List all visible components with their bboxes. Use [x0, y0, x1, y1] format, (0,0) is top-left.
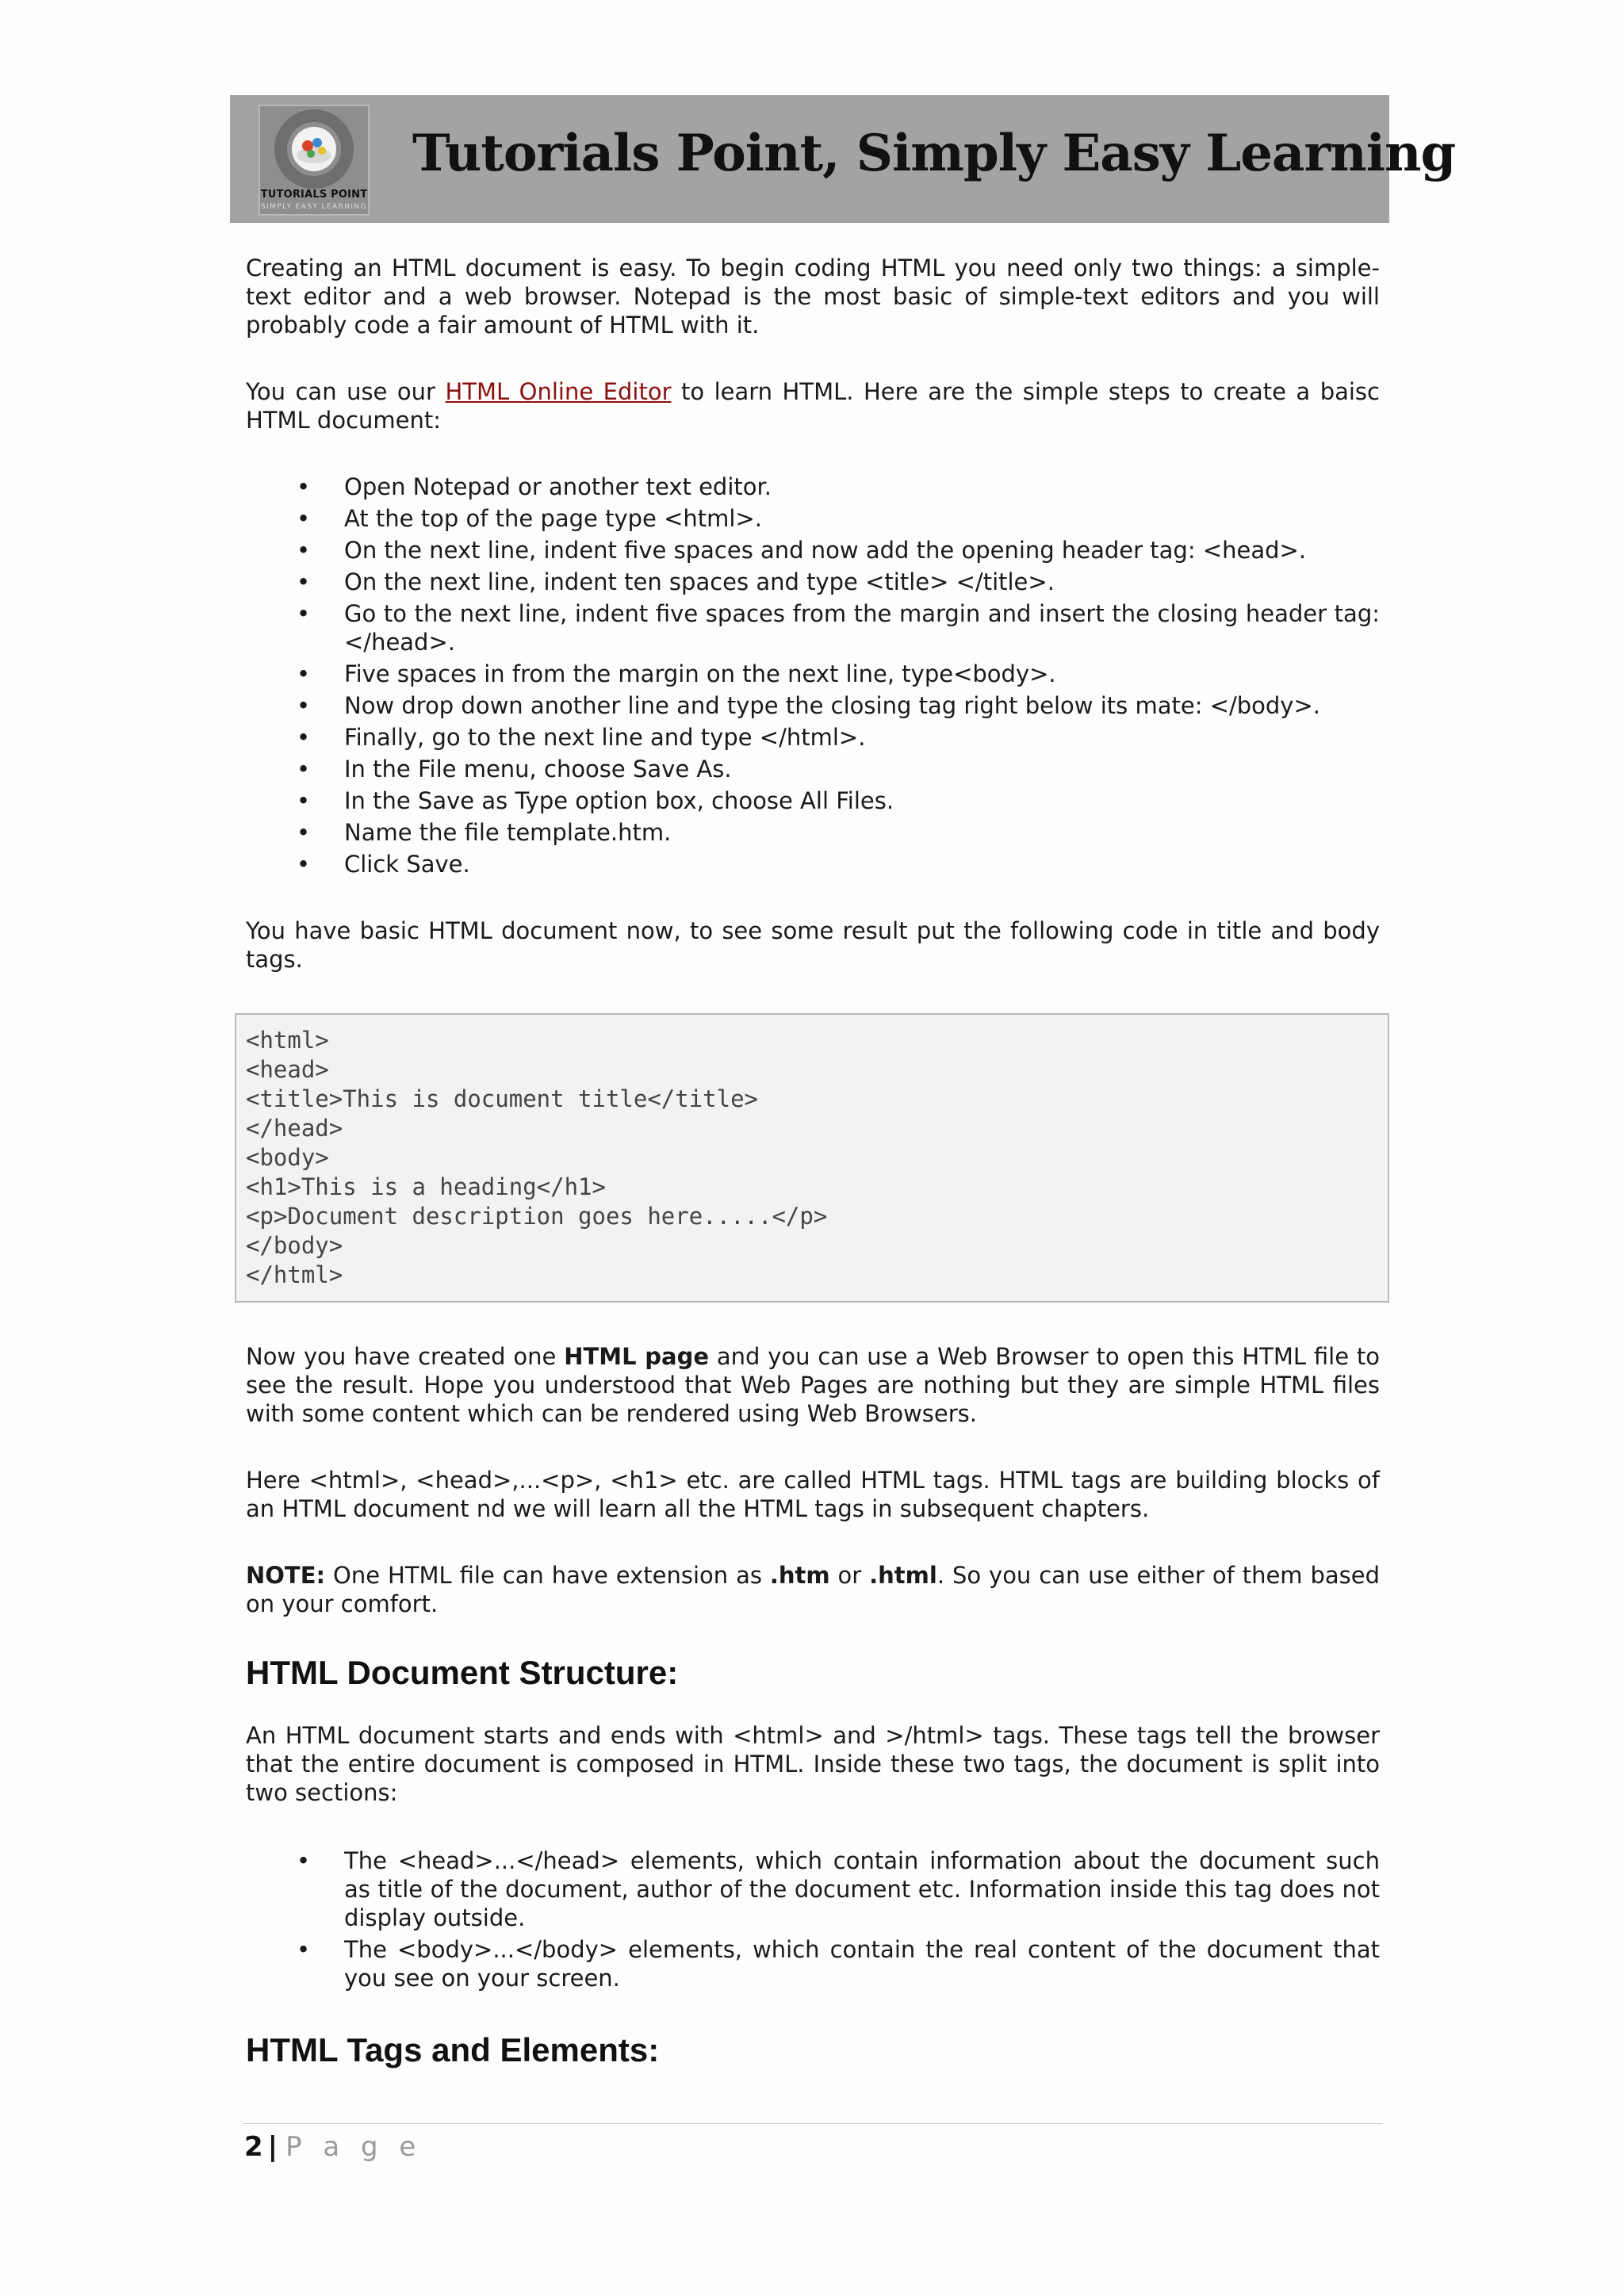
- note-text-1: One HTML file can have extension as: [325, 1562, 770, 1589]
- list-item-text: Open Notepad or another text editor.: [344, 473, 772, 500]
- note-text-2: . So you can use either of them based on your comfort.: [246, 1562, 1380, 1617]
- list-item: [246, 473, 1380, 501]
- bullet-icon: •: [297, 851, 311, 878]
- intro-paragraph: Creating an HTML document is easy. To begin coding HTML you need only two things: a simple-text editor and a web browser. Notepad is the most basic of simple-text editors and you will probably code a fair amount of HTML with it.: [246, 254, 1380, 339]
- footer-divider: [243, 2123, 1383, 2124]
- list-item-text: Five spaces in from the margin on the next line, type<body>.: [344, 660, 1056, 687]
- section-heading-document-structure: HTML Document Structure:: [246, 1654, 679, 1691]
- logo-wordmark: TUTORIALS POINT: [260, 189, 368, 201]
- steps-list: [246, 473, 1380, 878]
- list-item: [246, 536, 1380, 564]
- list-item: [246, 818, 1380, 847]
- list-item-text: The <body>...</body> elements, which contain the real content of the document that you see on your screen.: [344, 1936, 1380, 1992]
- code-line: <h1>This is a heading</h1>: [246, 1173, 606, 1200]
- bullet-icon: •: [297, 756, 311, 783]
- document-structure-paragraph: An HTML document starts and ends with <html> and >/html> tags. These tags tell the browser that the entire document is composed in HTML. Inside these two tags, the document is split into two sections:: [246, 1722, 1380, 1806]
- after-steps-paragraph: You have basic HTML document now, to see some result put the following code in title and body tags.: [246, 917, 1380, 973]
- bullet-icon: •: [297, 568, 311, 595]
- logo-tagline: SIMPLY EASY LEARNING: [261, 203, 367, 211]
- bullet-icon: •: [297, 505, 311, 532]
- page-content: [246, 254, 1380, 2070]
- code-line: <head>: [246, 1056, 329, 1083]
- code-line: <title>This is document title</title>: [246, 1085, 759, 1112]
- editor-paragraph: [246, 377, 1380, 434]
- bullet-icon: •: [297, 1936, 311, 1963]
- page-number: 2: [244, 2131, 263, 2163]
- page-header: [230, 95, 1456, 223]
- list-item-text: Go to the next line, indent five spaces from the margin and insert the closing header tag: </head>.: [344, 600, 1380, 656]
- code-line: <body>: [246, 1144, 329, 1171]
- list-item: [246, 723, 1380, 752]
- code-line: </body>: [246, 1232, 343, 1259]
- page-label: P a g e: [285, 2131, 423, 2163]
- note-ext-htm: .htm: [769, 1562, 830, 1589]
- list-item-text: Now drop down another line and type the closing tag right below its mate: </body>.: [344, 692, 1320, 719]
- bullet-icon: •: [297, 537, 311, 564]
- list-item: [246, 1846, 1380, 1932]
- list-item-text: At the top of the page type <html>.: [344, 505, 762, 532]
- list-item: [246, 660, 1380, 688]
- html-page-paragraph: [246, 1342, 1380, 1428]
- list-item: [246, 599, 1380, 656]
- note-label: NOTE:: [246, 1562, 326, 1589]
- bullet-icon: •: [297, 787, 311, 814]
- list-item-text: Click Save.: [344, 851, 470, 878]
- list-item-text: Finally, go to the next line and type </html>.: [344, 724, 866, 751]
- tutorialspoint-logo: [259, 105, 370, 216]
- list-item-text: On the next line, indent five spaces and now add the opening header tag: <head>.: [344, 537, 1307, 564]
- list-item-text: On the next line, indent ten spaces and type <title> </title>.: [344, 568, 1055, 595]
- list-item-text: In the File menu, choose Save As.: [344, 756, 732, 783]
- list-item: [246, 1935, 1380, 1992]
- bullet-icon: •: [297, 724, 311, 751]
- list-item: [246, 691, 1380, 720]
- list-item-text: The <head>...</head> elements, which contain information about the document such as title of the document, author of the document etc. Information inside this tag does not display outside.: [344, 1847, 1380, 1931]
- bullet-icon: •: [297, 819, 311, 846]
- document-structure-list: [246, 1846, 1380, 1992]
- list-item: [246, 786, 1380, 815]
- bullet-icon: •: [297, 660, 311, 687]
- bullet-icon: •: [297, 692, 311, 719]
- editor-paragraph-tail: to learn HTML. Here are the simple steps to create a baisc HTML document:: [246, 378, 1380, 434]
- note-ext-html: .html: [869, 1562, 937, 1589]
- page-footer: [244, 2131, 422, 2163]
- html-page-tail: and you can use a Web Browser to open this HTML file to see the result. Hope you understood that Web Pages are nothing but they are simple HTML files with some content which can be rendered using Web Browsers.: [246, 1343, 1380, 1427]
- html-page-bold: HTML page: [564, 1343, 710, 1370]
- note-paragraph: [246, 1561, 1380, 1618]
- list-item-text: Name the file template.htm.: [344, 819, 672, 846]
- note-or: or: [829, 1562, 870, 1589]
- html-tags-paragraph: Here <html>, <head>,...<p>, <h1> etc. are called HTML tags. HTML tags are building blocks of an HTML document nd we will learn all the HTML tags in subsequent chapters.: [246, 1467, 1380, 1522]
- code-line: </head>: [246, 1115, 343, 1142]
- list-item: [246, 755, 1380, 783]
- site-title: Tutorials Point, Simply Easy Learning: [412, 124, 1456, 183]
- bullet-icon: •: [297, 473, 311, 500]
- list-item: [246, 568, 1380, 596]
- code-line: <p>Document description goes here.....</p>: [246, 1203, 828, 1230]
- section-heading-tags-elements: HTML Tags and Elements:: [246, 2031, 660, 2068]
- list-item: [246, 850, 1380, 878]
- html-online-editor-link[interactable]: HTML Online Editor: [445, 378, 672, 405]
- code-example: [235, 1013, 1389, 1303]
- list-item-text: In the Save as Type option box, choose All Files.: [344, 787, 894, 814]
- list-item: [246, 504, 1380, 533]
- html-page-lead: Now you have created one: [246, 1343, 565, 1370]
- editor-paragraph-lead: You can use our: [246, 378, 446, 405]
- code-line: <html>: [246, 1027, 329, 1054]
- bullet-icon: •: [297, 1847, 311, 1874]
- bullet-icon: •: [297, 600, 311, 627]
- code-line: </html>: [246, 1261, 343, 1288]
- footer-separator: |: [267, 2131, 278, 2163]
